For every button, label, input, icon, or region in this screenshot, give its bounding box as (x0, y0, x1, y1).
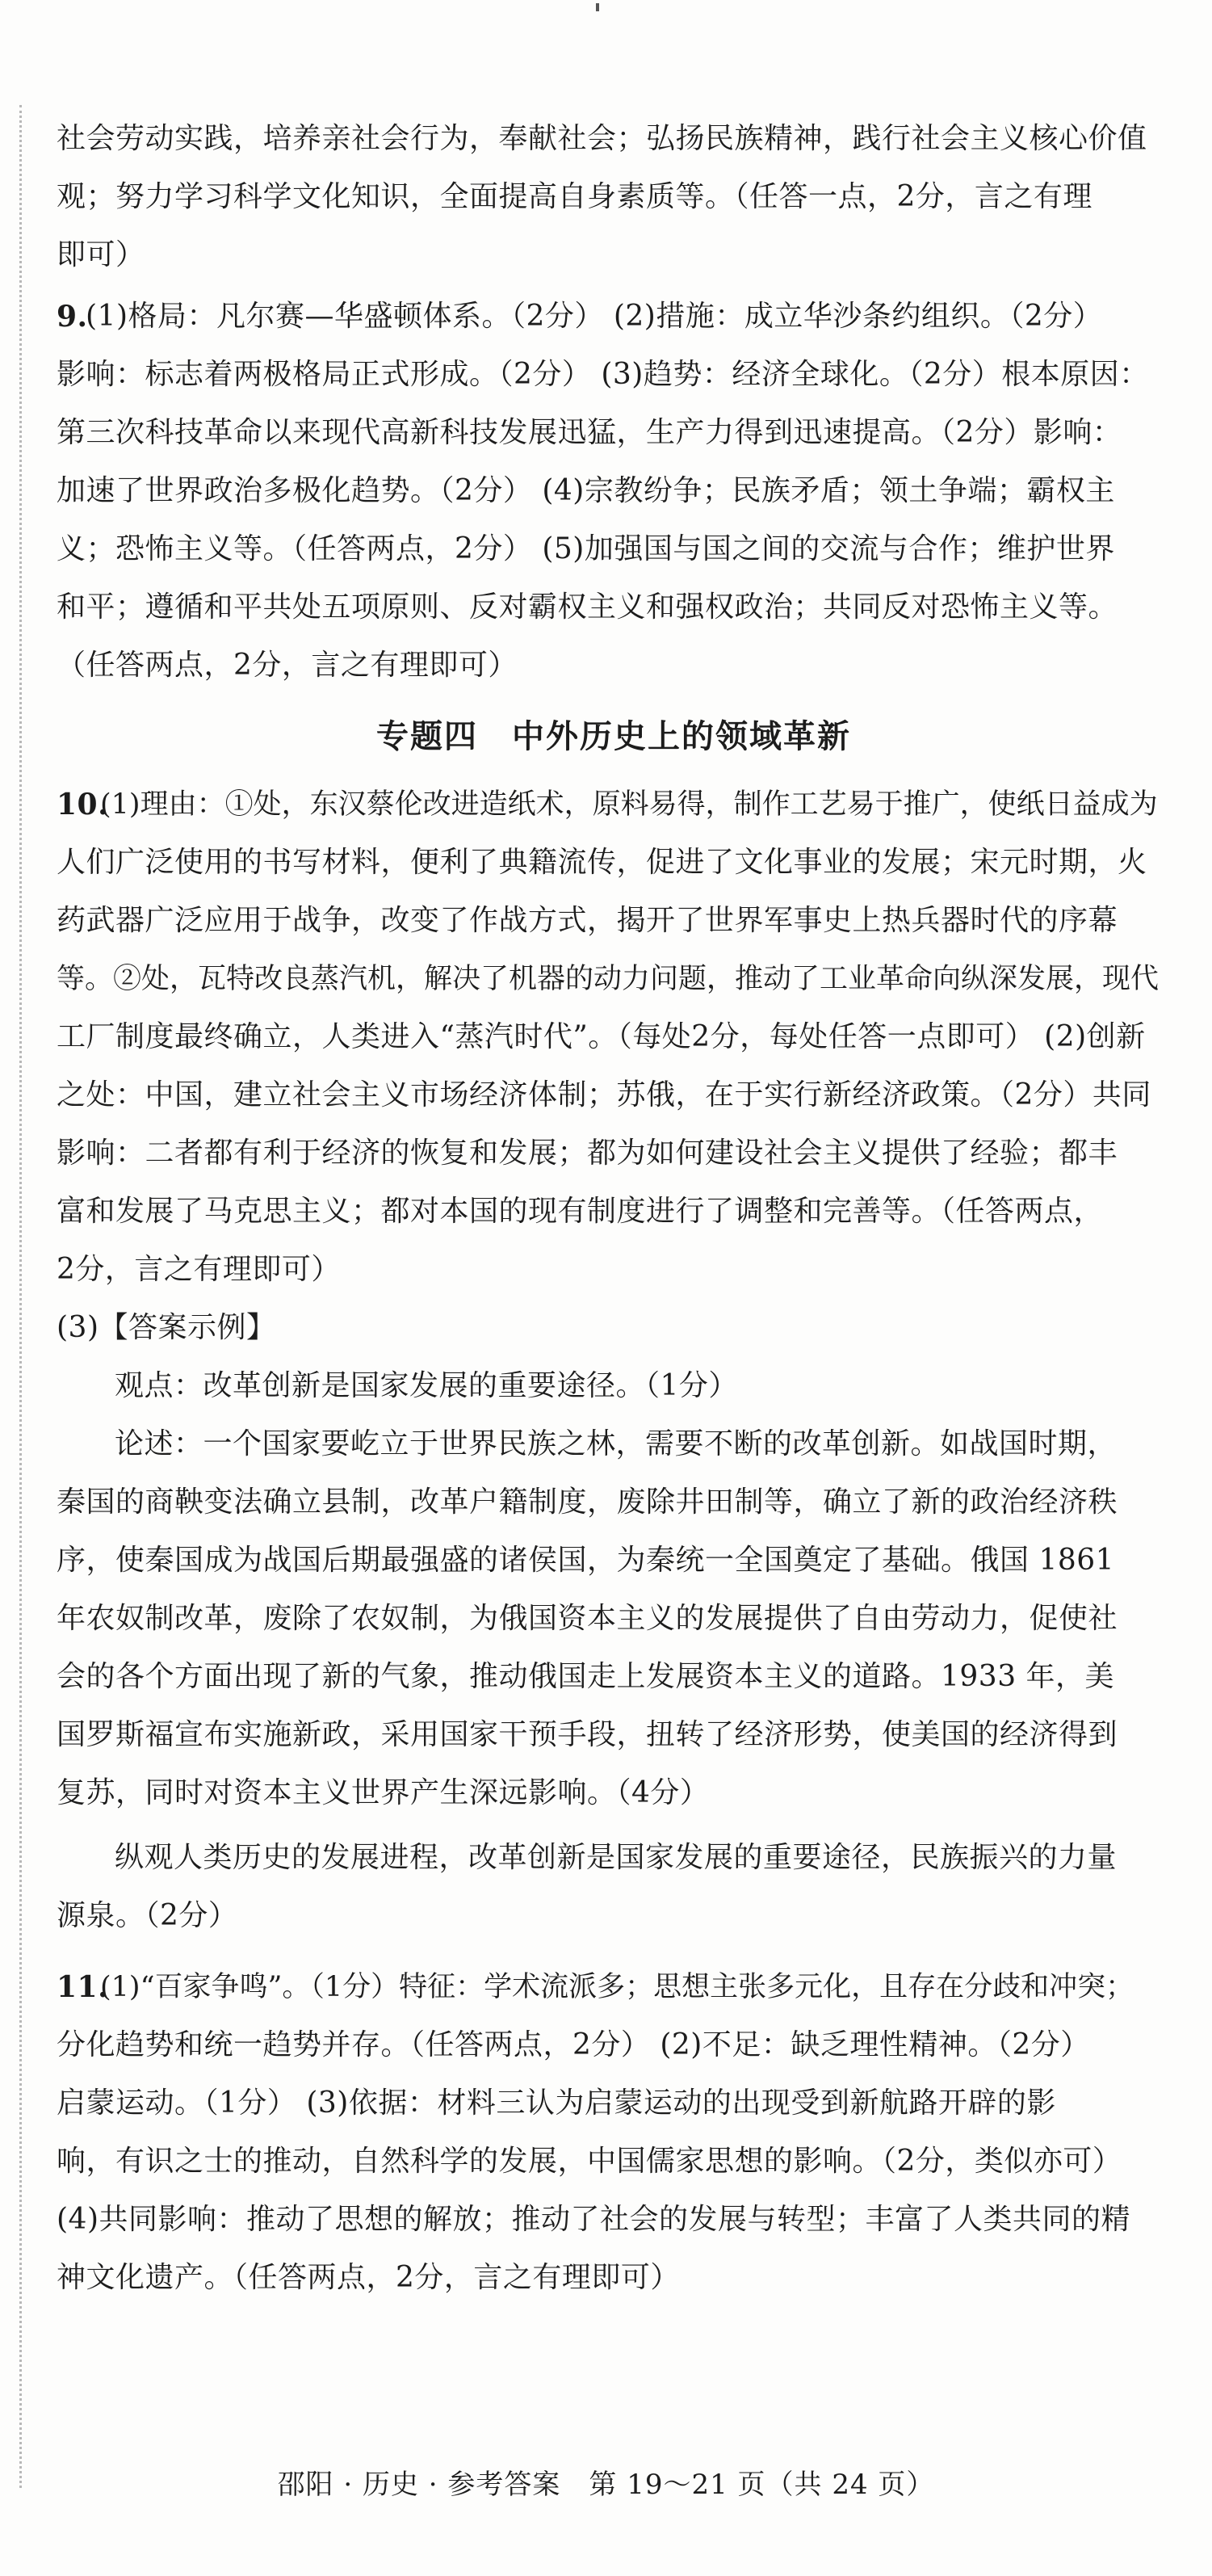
q10-line: 富和发展了马克思主义；都对本国的现有制度进行了调整和完善等。（任答两点， (57, 1195, 1104, 1228)
q9-line: 加速了世界政治多极化趋势。（2分） (4)宗教纷争；民族矛盾；领土争端；霸权主 (57, 474, 1115, 507)
q9-line: (1)格局：凡尔赛—华盛顿体系。（2分） (2)措施：成立华沙条约组织。（2分） (86, 300, 1103, 333)
section-title: 专题四 中外历史上的领域革新 (376, 718, 851, 755)
q10-line: (3)【答案示例】 (57, 1311, 276, 1344)
q10-line: 2分，言之有理即可） (57, 1253, 341, 1286)
essay-line: 年农奴制改革，废除了农奴制，为俄国资本主义的发展提供了自由劳动力，促使社 (57, 1602, 1118, 1635)
q11-line: 神文化遗产。（任答两点，2分，言之有理即可） (57, 2261, 680, 2294)
essay-conclusion: 纵观人类历史的发展进程，改革创新是国家发展的重要途径，民族振兴的力量 (115, 1841, 1118, 1874)
question-number-11: 11. (57, 1970, 109, 2004)
text-line: 观；努力学习科学文化知识，全面提高自身素质等。（任答一点，2分，言之有理 (57, 180, 1092, 213)
q9-line: （任答两点，2分，言之有理即可） (57, 649, 518, 682)
essay-line: 论述：一个国家要屹立于世界民族之林，需要不断的改革创新。如战国时期， (115, 1427, 1118, 1460)
essay-line: 源泉。（2分） (57, 1899, 238, 1932)
text-line: 即可） (57, 238, 145, 271)
page-footer: 邵阳 · 历史 · 参考答案 第 19～21 页（共 24 页） (277, 2469, 935, 2501)
essay-line: 复苏，同时对资本主义世界产生深远影响。（4分） (57, 1776, 710, 1809)
q11-line: 响，有识之士的推动，自然科学的发展，中国儒家思想的影响。（2分，类似亦可） (57, 2145, 1122, 2178)
question-number-10: 10. (57, 788, 109, 822)
question-number-9: 9. (57, 300, 88, 334)
q10-line: 药武器广泛应用于战争，改变了作战方式，揭开了世界军事史上热兵器时代的序幕 (57, 904, 1118, 937)
essay-line: 国罗斯福宣布实施新政，采用国家干预手段，扭转了经济形势，使美国的经济得到 (57, 1718, 1118, 1751)
q11-line: (1)“百家争鸣”。（1分）特征：学术流派多；思想主张多元化，且存在分歧和冲突； (100, 1971, 1134, 2003)
q9-line: 影响：标志着两极格局正式形成。（2分） (3)趋势：经济全球化。（2分）根本原因： (57, 358, 1149, 391)
q9-line: 义；恐怖主义等。（任答两点，2分） (5)加强国与国之间的交流与合作；维护世界 (57, 532, 1115, 565)
q10-line: 工厂制度最终确立，人类进入“蒸汽时代”。（每处2分，每处任答一点即可） (2)创新 (57, 1020, 1146, 1053)
q10-line: 等。②处，瓦特改良蒸汽机，解决了机器的动力问题，推动了工业革命向纵深发展，现代 (57, 963, 1160, 995)
essay-viewpoint: 观点：改革创新是国家发展的重要途径。（1分） (115, 1369, 738, 1402)
q9-line: 和平；遵循和平共处五项原则、反对霸权主义和强权政治；共同反对恐怖主义等。 (57, 590, 1118, 624)
essay-line: 秦国的商鞅变法确立县制，改革户籍制度，废除井田制等，确立了新的政治经济秩 (57, 1486, 1118, 1519)
q10-line: 影响：二者都有利于经济的恢复和发展；都为如何建设社会主义提供了经验；都丰 (57, 1137, 1118, 1170)
binding-margin-line (19, 105, 22, 2488)
q11-line: 分化趋势和统一趋势并存。（任答两点，2分） (2)不足：缺乏理性精神。（2分） (57, 2028, 1090, 2061)
q10-line: 人们广泛使用的书写材料，便利了典籍流传，促进了文化事业的发展；宋元时期，火 (57, 846, 1147, 879)
q11-line: (4)共同影响：推动了思想的解放；推动了社会的发展与转型；丰富了人类共同的精 (57, 2203, 1130, 2236)
essay-line: 序，使秦国成为战国后期最强盛的诸侯国，为秦统一全国奠定了基础。俄国 1861 (57, 1544, 1115, 1577)
text-line: 社会劳动实践，培养亲社会行为，奉献社会；弘扬民族精神，践行社会主义核心价值 (57, 122, 1147, 155)
q9-line: 第三次科技革命以来现代高新科技发展迅猛，生产力得到迅速提高。（2分）影响： (57, 416, 1122, 449)
q10-line: (1)理由：①处，东汉蔡伦改进造纸术，原料易得，制作工艺易于推广，使纸日益成为 (100, 788, 1158, 821)
q10-line: 之处：中国，建立社会主义市场经济体制；苏俄，在于实行新经济政策。（2分）共同 (57, 1078, 1151, 1112)
top-mark (596, 3, 599, 11)
q11-line: 启蒙运动。（1分） (3)依据：材料三认为启蒙运动的出现受到新航路开辟的影 (57, 2086, 1056, 2120)
essay-line: 会的各个方面出现了新的气象，推动俄国走上发展资本主义的道路。1933 年，美 (57, 1660, 1115, 1693)
